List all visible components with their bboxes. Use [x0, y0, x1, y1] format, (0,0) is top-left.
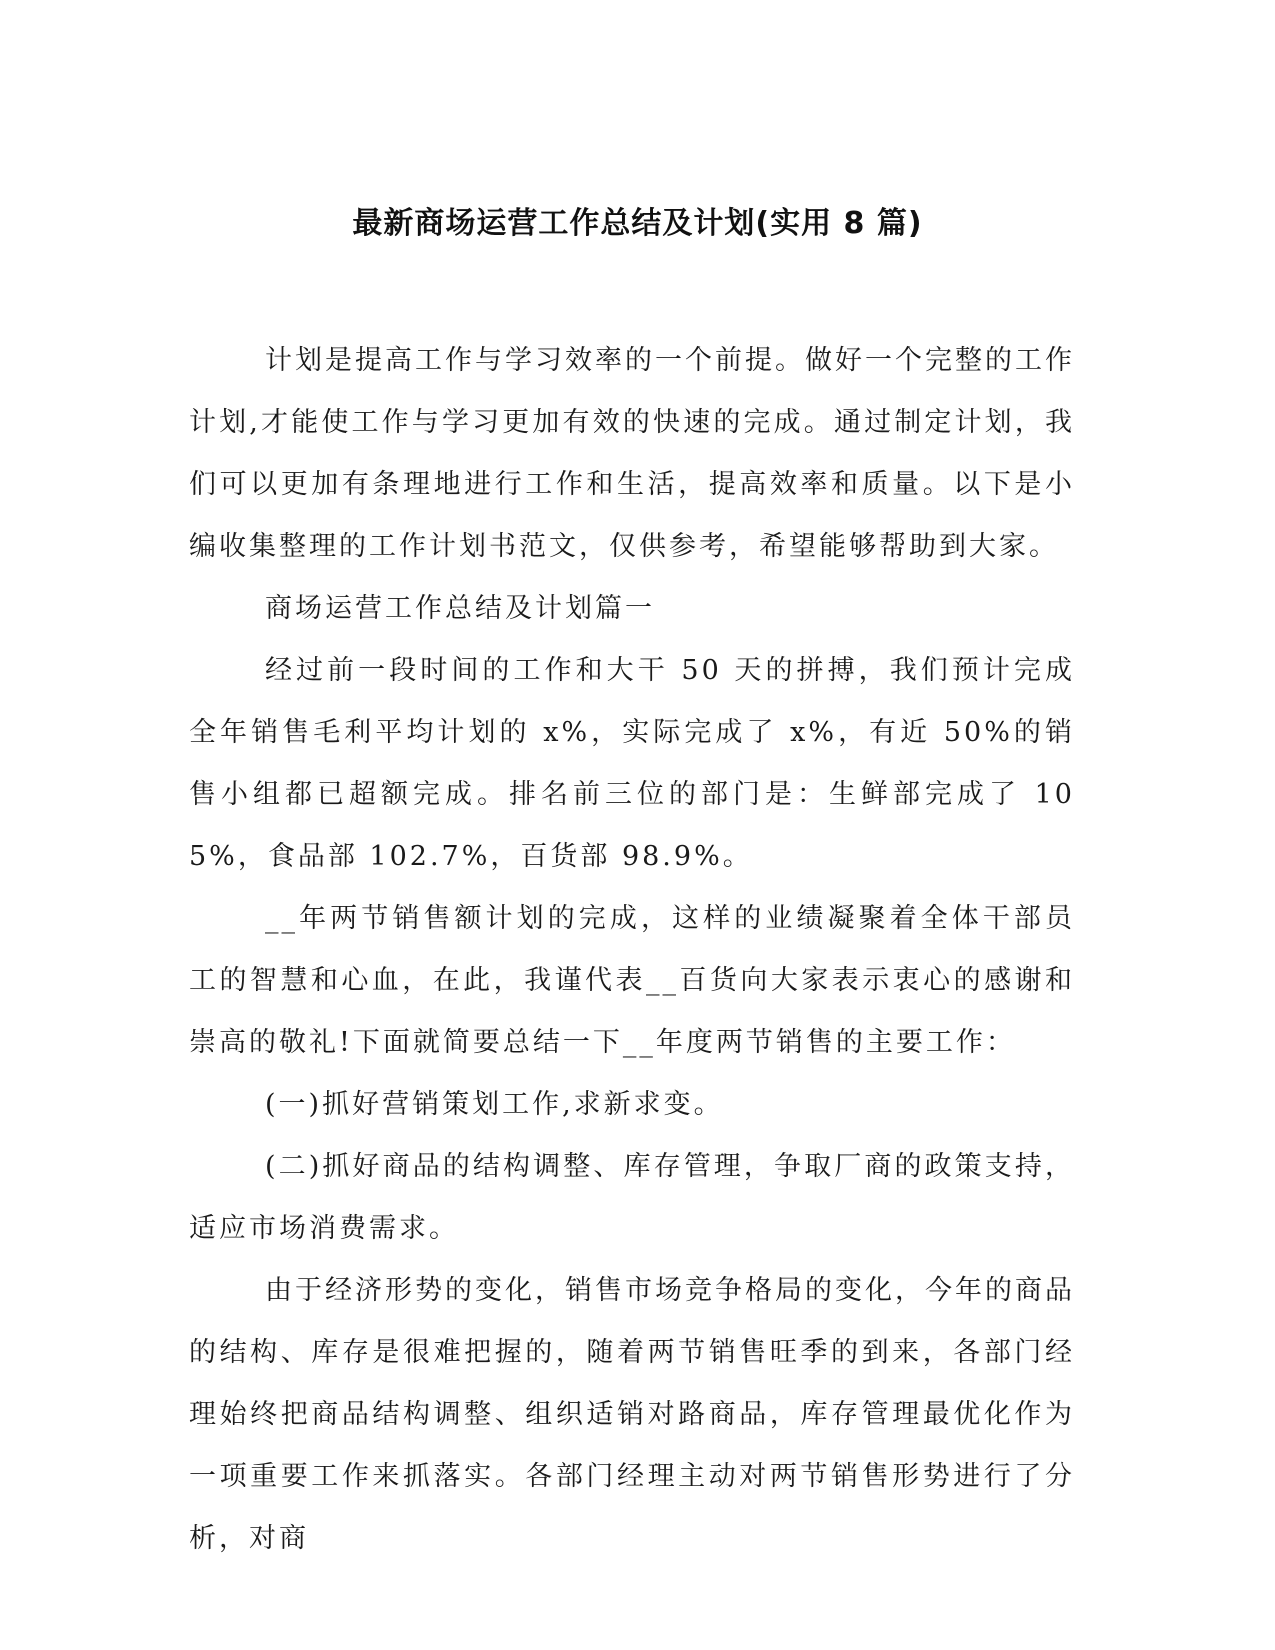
document-body — [189, 330, 1075, 1570]
list-item: (二)抓好商品的结构调整、库存管理，争取厂商的政策支持，适应市场消费需求。 — [189, 1151, 1075, 1244]
section-heading: 商场运营工作总结及计划篇一 — [265, 593, 655, 624]
list-item: (一)抓好营销策划工作,求新求变。 — [265, 1089, 724, 1120]
body-paragraph: 由于经济形势的变化，销售市场竞争格局的变化，今年的商品的结构、库存是很难把握的，随着两节销售旺季的到来，各部门经理始终把商品结构调整、组织适销对路商品，库存管理最优化作为一项重要工作来抓落实。各部门经理主动对两节销售形势进行了分析，对商 — [189, 1275, 1075, 1554]
document-title: 最新商场运营工作总结及计划(实用 8 篇) — [352, 206, 923, 242]
intro-paragraph: 计划是提高工作与学习效率的一个前提。做好一个完整的工作计划,才能使工作与学习更加有效的快速的完成。通过制定计划，我们可以更加有条理地进行工作和生活，提高效率和质量。以下是小编收集整理的工作计划书范文，仅供参考，希望能够帮助到大家。 — [189, 345, 1075, 562]
body-paragraph: __年两节销售额计划的完成，这样的业绩凝聚着全体干部员工的智慧和心血，在此，我谨代表__百货向大家表示衷心的感谢和崇高的敬礼!下面就简要总结一下__年度两节销售的主要工作： — [189, 903, 1075, 1058]
body-paragraph: 经过前一段时间的工作和大干 50 天的拼搏，我们预计完成全年销售毛利平均计划的 x%，实际完成了 x%，有近 50%的销售小组都已超额完成。排名前三位的部门是：生鲜部完成了 105%，食品部 102.7%，百货部 98.9%。 — [189, 655, 1075, 872]
